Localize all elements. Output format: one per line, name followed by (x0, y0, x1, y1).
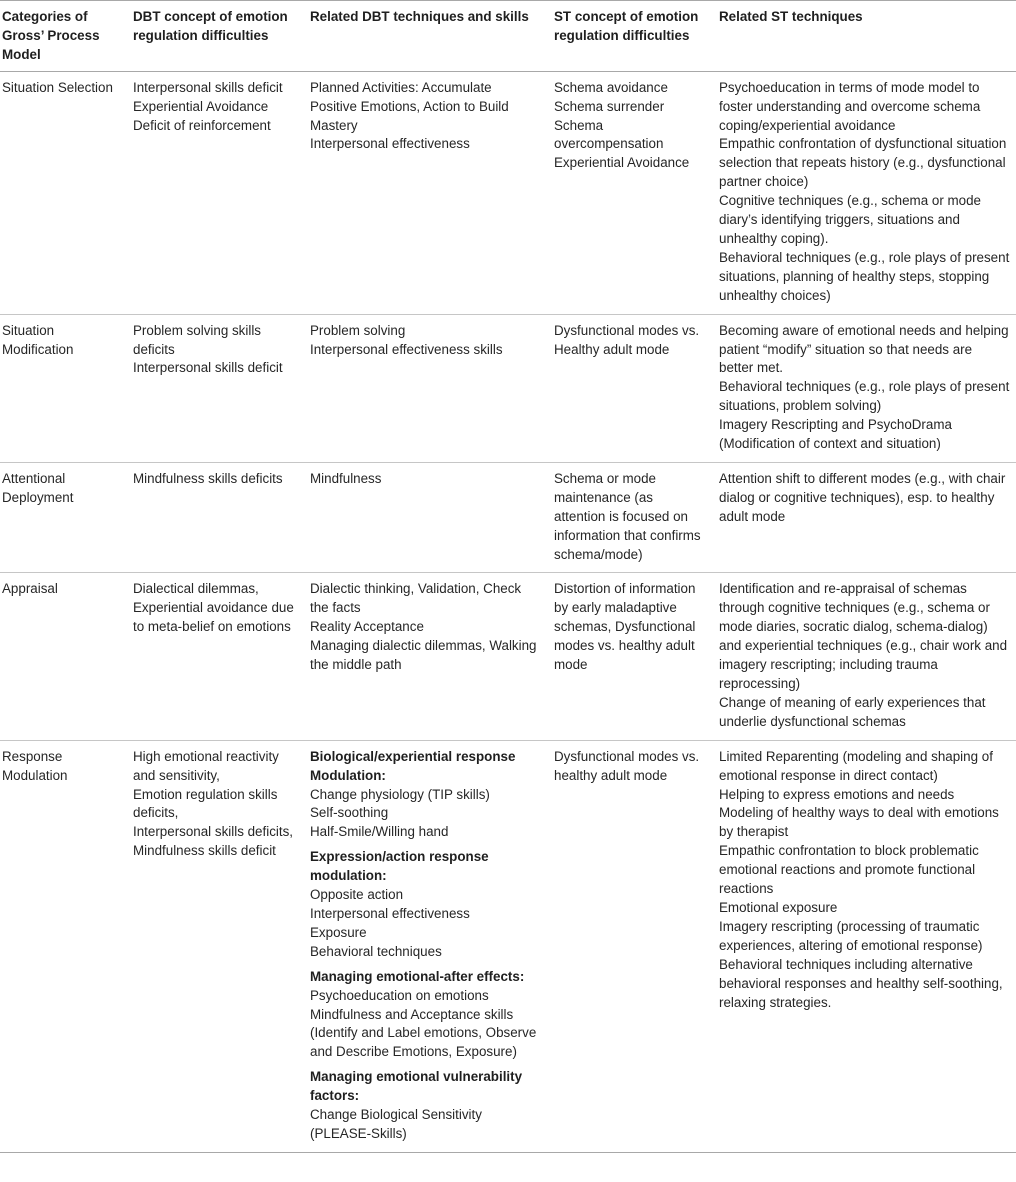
cell-line: Problem solving (310, 322, 406, 338)
skill-group-heading: Managing emotional-after effects: (310, 968, 525, 984)
cell-line: Problem solving skills deficits (133, 322, 261, 357)
header-dbt-concept: DBT concept of emotion regulation difficulties (127, 1, 304, 72)
cell-line: Interpersonal effectiveness skills (310, 341, 503, 357)
skill-group-heading: Managing emotional vulnerability factors: (310, 1069, 523, 1104)
st-techniques-cell (713, 573, 1016, 740)
st-techniques-cell (713, 71, 1016, 314)
category-cell: Attentional Deployment (0, 462, 127, 573)
cell-line: Dialectic thinking, Validation, Check the facts (310, 581, 522, 616)
table-row (0, 462, 1016, 573)
dbt-techniques-cell (304, 314, 548, 462)
header-category: Categories of Gross’ Process Model (0, 1, 127, 72)
cell-line: Mindfulness and Acceptance skills (Identify and Label emotions, Observe and Describe Emotions, Exposure) (310, 1006, 537, 1060)
cell-line: Empathic confrontation to block problematic emotional reactions and promote functional reactions (719, 843, 979, 897)
cell-line: Imagery Rescripting and PsychoDrama (Modification of context and situation) (719, 417, 952, 452)
cell-line: Limited Reparenting (modeling and shaping of emotional response in direct contact) (719, 748, 993, 783)
dbt-concept-cell (127, 573, 304, 740)
category-cell: Appraisal (0, 573, 127, 740)
cell-line: Experiential Avoidance (133, 98, 269, 114)
category-cell: Response Modulation (0, 740, 127, 1152)
st-techniques-cell (713, 740, 1016, 1152)
cell-line: Interpersonal effectiveness (310, 136, 470, 152)
st-concept-cell (548, 740, 713, 1152)
cell-line: Half-Smile/Willing hand (310, 824, 449, 840)
skill-group (310, 848, 542, 961)
st-concept-cell (548, 573, 713, 740)
dbt-techniques-cell (304, 740, 548, 1152)
header-st-concept: ST concept of emotion regulation difficulties (548, 1, 713, 72)
cell-line: Behavioral techniques (e.g., role plays of present situations, problem solving) (719, 379, 1010, 414)
cell-line: Behavioral techniques (310, 943, 442, 959)
table-row (0, 314, 1016, 462)
cell-line: Self-soothing (310, 805, 389, 821)
dbt-techniques-cell (304, 462, 548, 573)
cell-line: Interpersonal skills deficit (133, 79, 283, 95)
dbt-techniques-cell (304, 573, 548, 740)
cell-line: Behavioral techniques (e.g., role plays of present situations, planning of healthy steps, stopping unhealthy choices) (719, 249, 1010, 303)
skill-group (310, 968, 542, 1063)
st-concept-cell (548, 314, 713, 462)
st-concept-cell (548, 71, 713, 314)
table-row (0, 71, 1016, 314)
cell-line: Change of meaning of early experiences that underlie dysfunctional schemas (719, 694, 986, 729)
table-row (0, 740, 1016, 1152)
dbt-concept-cell (127, 71, 304, 314)
cell-line: Modeling of healthy ways to deal with emotions by therapist (719, 805, 999, 840)
cell-line: Imagery rescripting (processing of traumatic experiences, altering of emotional response) (719, 918, 983, 953)
cell-line: Mindfulness (310, 470, 382, 486)
skill-group (310, 748, 542, 843)
cell-line: Schema avoidance (554, 79, 668, 95)
st-techniques-cell (713, 462, 1016, 573)
cell-line: Exposure (310, 924, 367, 940)
cell-line: Behavioral techniques including alternative behavioral responses and healthy self-soothing, relaxing strategies. (719, 956, 1003, 1010)
dbt-techniques-cell (304, 71, 548, 314)
cell-line: High emotional reactivity and sensitivity, (133, 748, 279, 783)
cell-line: Dysfunctional modes vs. healthy adult mode (554, 748, 700, 783)
header-row (0, 1, 1016, 72)
cell-line: Interpersonal skills deficits, (133, 824, 294, 840)
header-st-techniques: Related ST techniques (713, 1, 1016, 72)
st-concept-cell (548, 462, 713, 573)
table-row (0, 573, 1016, 740)
cell-line: Experiential Avoidance (554, 155, 690, 171)
cell-line: Managing dialectic dilemmas, Walking the middle path (310, 638, 537, 673)
cell-line: Empathic confrontation of dysfunctional situation selection that repeats history (e.g., dysfunctional partner choice) (719, 136, 1007, 190)
cell-line: Distortion of information by early maladaptive schemas, Dysfunctional modes vs. healthy adult mode (554, 581, 696, 673)
category-cell: Situation Selection (0, 71, 127, 314)
cell-line: Psychoeducation in terms of mode model to foster understanding and overcome schema coping/experiential avoidance (719, 79, 981, 133)
cell-line: Psychoeducation on emotions (310, 987, 489, 1003)
cell-line: Mindfulness skills deficit (133, 843, 276, 859)
st-techniques-cell (713, 314, 1016, 462)
cell-line: Change physiology (TIP skills) (310, 786, 490, 802)
cell-line: Emotion regulation skills deficits, (133, 786, 278, 821)
cell-line: Schema or mode maintenance (as attention is focused on information that confirms schema/mode) (554, 470, 701, 562)
cell-line: Cognitive techniques (e.g., schema or mode diary’s identifying triggers, situations and unhealthy coping). (719, 193, 982, 246)
dbt-concept-cell (127, 462, 304, 573)
category-cell: Situation Modification (0, 314, 127, 462)
cell-line: Helping to express emotions and needs (719, 786, 955, 802)
header-dbt-techniques: Related DBT techniques and skills (304, 1, 548, 72)
cell-line: Dialectical dilemmas, Experiential avoidance due to meta-belief on emotions (133, 581, 294, 635)
cell-line: Opposite action (310, 887, 404, 903)
cell-line: Mindfulness skills deficits (133, 470, 283, 486)
cell-line: Interpersonal skills deficit (133, 360, 283, 376)
skill-group (310, 1068, 542, 1144)
cell-line: Emotional exposure (719, 899, 838, 915)
cell-line: Schema surrender (554, 98, 665, 114)
cell-line: Attention shift to different modes (e.g., with chair dialog or cognitive techniques), esp. to healthy adult mode (719, 470, 1006, 524)
dbt-concept-cell (127, 740, 304, 1152)
skill-group-heading: Biological/experiential response Modulation: (310, 748, 516, 783)
cell-line: Schema overcompensation (554, 117, 664, 152)
cell-line: Planned Activities: Accumulate Positive Emotions, Action to Build Mastery (310, 79, 509, 133)
cell-line: Interpersonal effectiveness (310, 905, 470, 921)
cell-line: Becoming aware of emotional needs and helping patient “modify” situation so that needs are better met. (719, 322, 1009, 376)
cell-line: Deficit of reinforcement (133, 117, 271, 133)
cell-line: Identification and re-appraisal of schemas through cognitive techniques (e.g., schema or mode diaries, socratic dialog, schema-dialog) and experiential techniques (e.g., chair work and imagery rescripting; including trauma reprocessing) (719, 581, 1008, 691)
cell-line: Reality Acceptance (310, 619, 424, 635)
dbt-concept-cell (127, 314, 304, 462)
cell-line: Dysfunctional modes vs. Healthy adult mode (554, 322, 700, 357)
skill-group-heading: Expression/action response modulation: (310, 849, 489, 884)
cell-line: Change Biological Sensitivity (PLEASE-Skills) (310, 1107, 482, 1141)
